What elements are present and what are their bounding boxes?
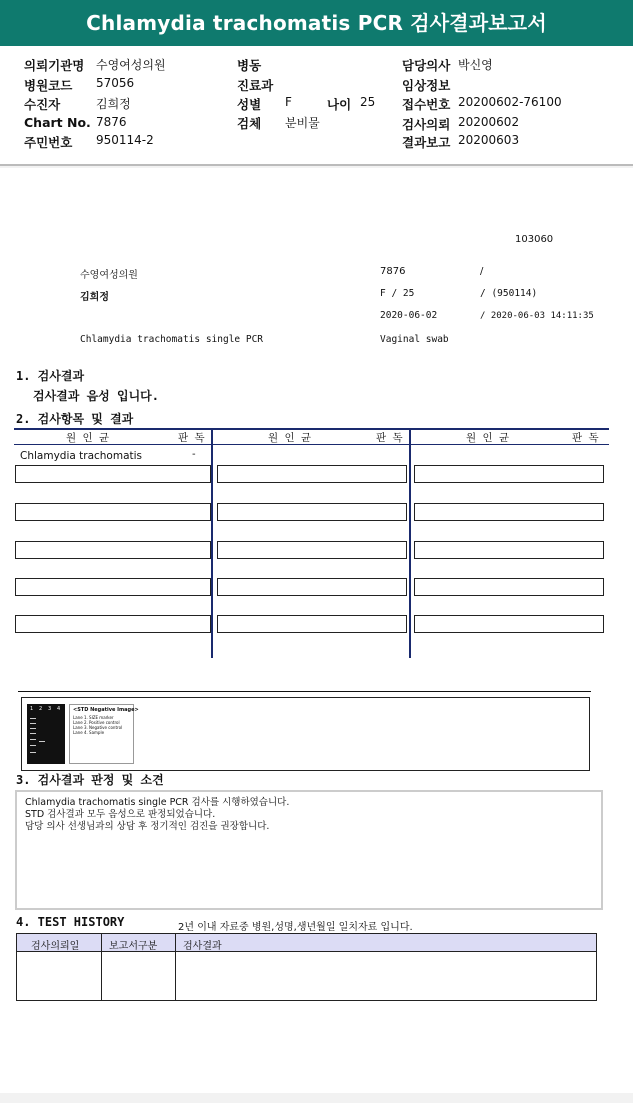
- gel-legend-item: Lane 1. SIZE marker: [73, 715, 114, 720]
- marker-band: [30, 728, 36, 729]
- gel-legend: [69, 704, 139, 764]
- result-slot: [414, 615, 604, 633]
- col-judgement-2: 판 독: [376, 432, 403, 444]
- history-header-row: [17, 934, 596, 952]
- report-patient: 김희정: [80, 292, 109, 303]
- receipt-label: 접수번호: [402, 97, 451, 112]
- lane-number: 4: [57, 706, 61, 712]
- result-slot: [15, 541, 211, 559]
- result-slot: [217, 578, 407, 596]
- age-value: 25: [360, 95, 376, 109]
- chart-label: Chart No.: [24, 115, 91, 130]
- history-col-request-date: 검사의뢰일: [31, 941, 80, 952]
- section3-heading: 3. 검사결과 판정 및 소견: [16, 773, 164, 787]
- report-institution: 수영여성의원: [80, 270, 138, 281]
- col-organism-2: 원 인 균: [268, 432, 312, 444]
- lane-number: 3: [48, 706, 52, 712]
- result-slot: [15, 465, 211, 483]
- hospital-code-label: 병원코드: [24, 78, 73, 93]
- col-organism-3: 원 인 균: [466, 432, 510, 444]
- institution-label: 의뢰기관명: [24, 58, 85, 73]
- doctor-value: 박신영: [458, 58, 493, 72]
- opinion-line: STD 검사결과 모두 음성으로 판정되었습니다.: [25, 809, 216, 820]
- col-judgement-1: 판 독: [178, 432, 205, 444]
- result-slot: [15, 578, 211, 596]
- patient-value: 김희정: [96, 97, 131, 111]
- doctor-label: 담당의사: [402, 58, 451, 73]
- gel-panel-rule: [18, 691, 591, 692]
- report-datetime: / 2020-06-03 14:11:35: [480, 311, 594, 321]
- gel-legend-item: Lane 3. Negative control: [73, 725, 123, 730]
- positive-control-band: [39, 741, 45, 742]
- gel-legend-item: Lane 4. Sample: [73, 730, 105, 735]
- result-slot: [15, 615, 211, 633]
- history-col-result: 검사결과: [183, 941, 222, 952]
- opinion-box: [15, 790, 603, 910]
- history-table: [16, 933, 597, 1001]
- specimen-value: 분비물: [285, 116, 320, 130]
- marker-band: [30, 723, 36, 724]
- result-slot: [217, 615, 407, 633]
- history-col-report-type: 보고서구분: [109, 941, 158, 952]
- section2-heading: 2. 검사항목 및 결과: [16, 412, 134, 426]
- report-birth: / (950114): [480, 288, 538, 299]
- column-divider: [409, 428, 411, 658]
- column-divider: [211, 428, 213, 658]
- marker-band: [30, 739, 36, 740]
- result-slot: [414, 465, 604, 483]
- request-value: 20200602: [458, 115, 520, 129]
- hospital-code-value: 57056: [96, 76, 135, 90]
- clinical-info-label: 임상정보: [402, 78, 451, 93]
- report-date-value: 20200603: [458, 133, 520, 147]
- result-slot: [414, 541, 604, 559]
- gel-legend-title: <STD Negative Image>: [73, 707, 139, 713]
- report-title: Chlamydia trachomatis PCR 검사결과보고서: [0, 0, 633, 46]
- ward-label: 병동: [237, 58, 262, 73]
- history-note: 2년 이내 자료중 병원,성명,생년월일 일치자료 입니다.: [178, 922, 413, 933]
- marker-band: [30, 752, 36, 753]
- dept-label: 진료과: [237, 78, 274, 93]
- age-label: 나이: [327, 97, 352, 112]
- result-slot: [15, 503, 211, 521]
- receipt-value: 20200602-76100: [458, 95, 562, 109]
- gel-image: [27, 704, 65, 764]
- result-slot: [217, 541, 407, 559]
- report-chart: 7876: [380, 266, 406, 277]
- opinion-line: 담당 의사 선생님과의 상담 후 정기적인 검진을 권장합니다.: [25, 821, 270, 832]
- result-slot: [414, 578, 604, 596]
- marker-band: [30, 745, 36, 746]
- lane-number: 2: [39, 706, 43, 712]
- results-table-header-rule: [14, 444, 609, 445]
- result-slot: [217, 465, 407, 483]
- specimen-label: 검체: [237, 116, 262, 131]
- lane-number: 1: [30, 706, 34, 712]
- col-judgement-3: 판 독: [572, 432, 599, 444]
- chart-value: 7876: [96, 115, 127, 129]
- result-slot: [414, 503, 604, 521]
- report-specimen: Vaginal swab: [380, 334, 449, 345]
- report-sex-age: F / 25: [380, 288, 415, 299]
- request-label: 검사의뢰: [402, 117, 451, 132]
- opinion-line: Chlamydia trachomatis single PCR 검사를 시행하였습니다.: [25, 797, 290, 808]
- col-organism-1: 원 인 균: [66, 432, 110, 444]
- gel-legend-item: Lane 2. Positive control: [73, 720, 120, 725]
- id-label: 주민번호: [24, 135, 73, 150]
- item-result: -: [192, 449, 196, 460]
- institution-value: 수영여성의원: [96, 58, 166, 72]
- sex-label: 성별: [237, 97, 262, 112]
- report-slash: /: [480, 266, 484, 277]
- section1-heading: 1. 검사결과: [16, 369, 85, 383]
- report-header: [0, 46, 633, 166]
- marker-band: [30, 718, 36, 719]
- sex-value: F: [285, 95, 292, 109]
- history-col-divider: [175, 934, 176, 1000]
- result-slot: [217, 503, 407, 521]
- history-col-divider: [101, 934, 102, 1000]
- report-test-name: Chlamydia trachomatis single PCR: [80, 334, 264, 345]
- section1-result: 검사결과 음성 입니다.: [33, 389, 160, 403]
- report-code: 103060: [515, 234, 554, 245]
- id-value: 950114-2: [96, 133, 154, 147]
- section4-heading: 4. TEST HISTORY: [16, 915, 125, 929]
- report-request-date: 2020-06-02: [380, 310, 438, 321]
- report-date-label: 결과보고: [402, 135, 451, 150]
- patient-label: 수진자: [24, 97, 61, 112]
- marker-band: [30, 733, 36, 734]
- item-organism: Chlamydia trachomatis: [20, 450, 143, 462]
